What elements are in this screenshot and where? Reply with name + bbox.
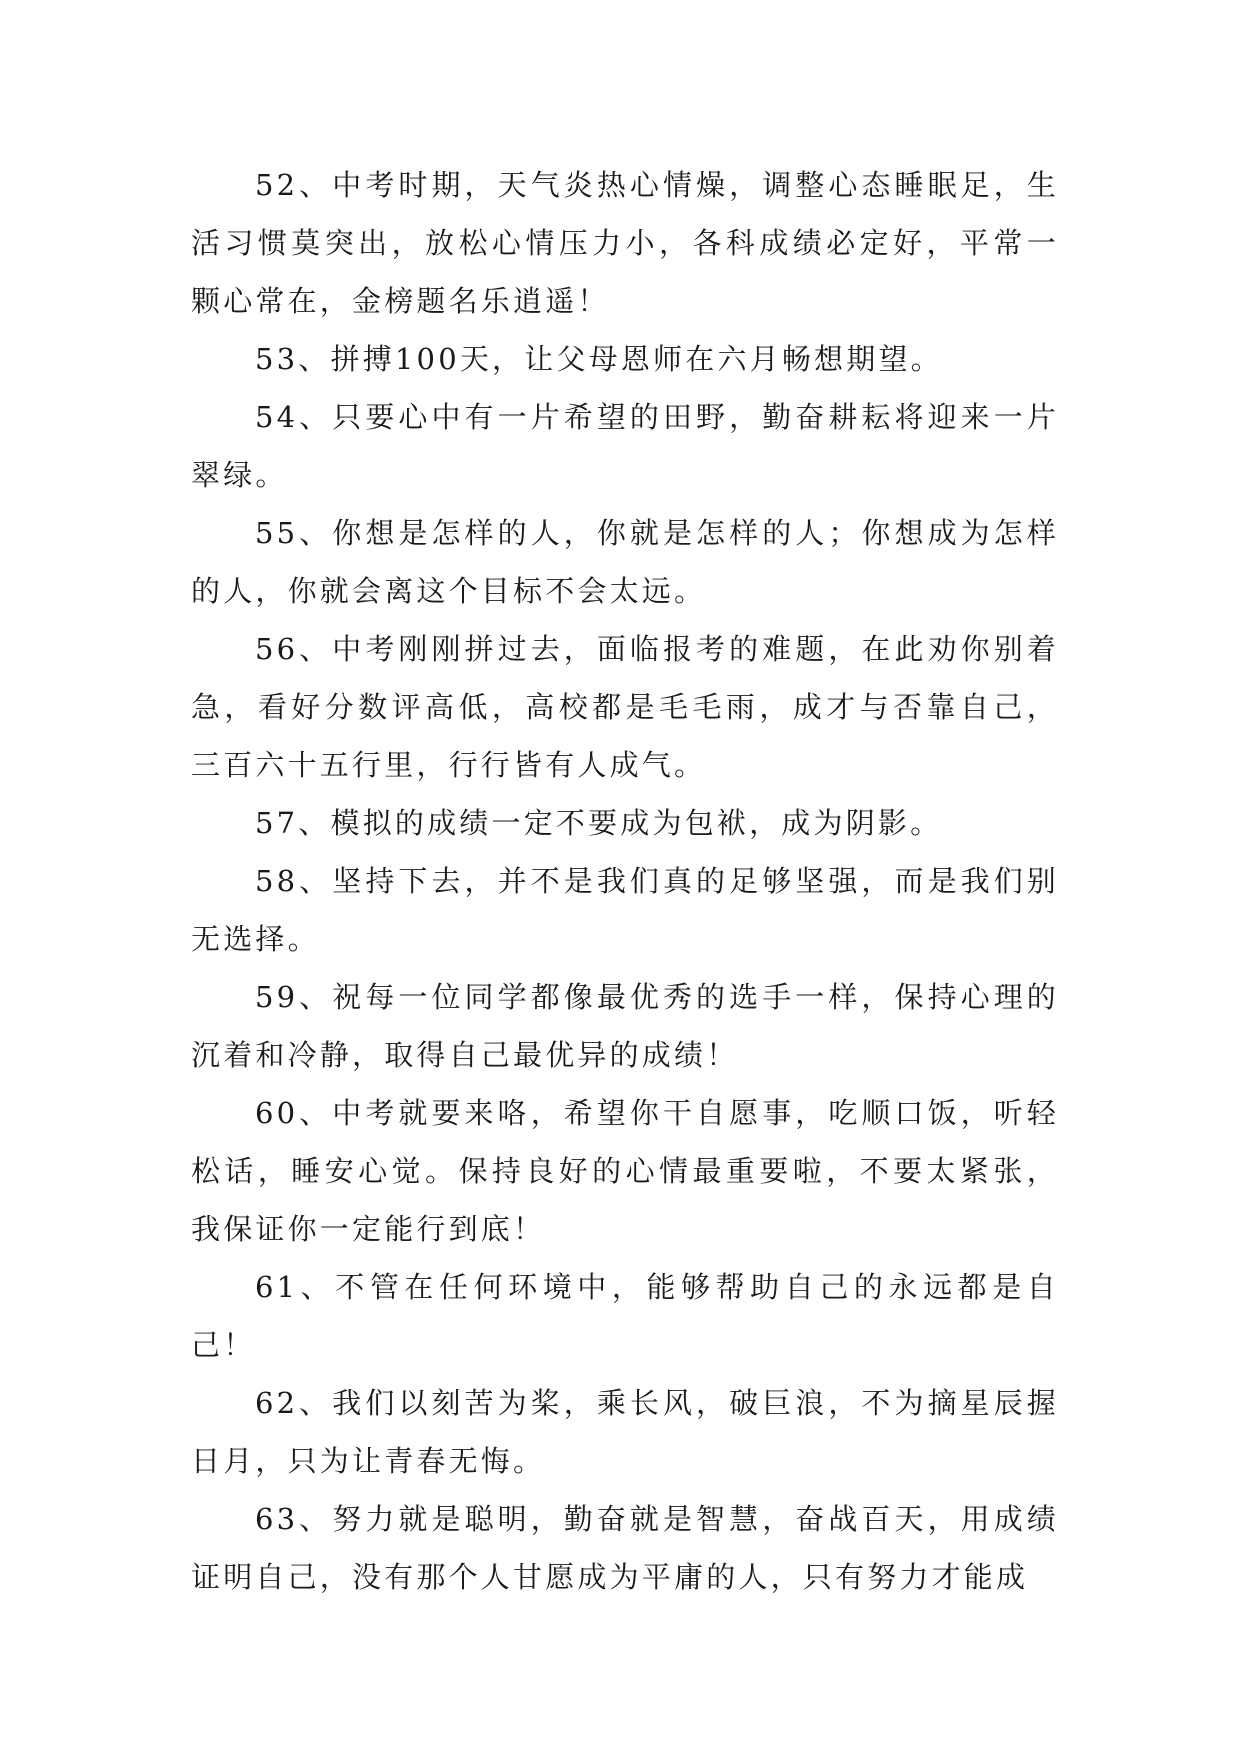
paragraph-55: 55、你想是怎样的人，你就是怎样的人；你想成为怎样的人，你就会离这个目标不会太远。 [191, 516, 1059, 608]
paragraph-62: 62、我们以刻苦为桨，乘长风，破巨浪，不为摘星辰握日月，只为让青春无悔。 [191, 1386, 1059, 1478]
paragraph-58: 58、坚持下去，并不是我们真的足够坚强，而是我们别无选择。 [191, 864, 1059, 956]
paragraph-52: 52、中考时期，天气炎热心情燥，调整心态睡眠足，生活习惯莫突出，放松心情压力小，各科成绩必定好，平常一颗心常在，金榜题名乐逍遥！ [191, 168, 1059, 318]
paragraph-59: 59、祝每一位同学都像最优秀的选手一样，保持心理的沉着和冷静，取得自己最优异的成绩！ [191, 980, 1059, 1072]
paragraph-56: 56、中考刚刚拼过去，面临报考的难题，在此劝你别着急，看好分数评高低，高校都是毛毛雨，成才与否靠自己，三百六十五行里，行行皆有人成气。 [191, 632, 1059, 782]
paragraph-53: 53、拼搏100天，让父母恩师在六月畅想期望。 [255, 342, 943, 376]
paragraph-63: 63、努力就是聪明，勤奋就是智慧，奋战百天，用成绩证明自己，没有那个人甘愿成为平庸的人，只有努力才能成 [191, 1502, 1059, 1594]
paragraph-60: 60、中考就要来咯，希望你干自愿事，吃顺口饭，听轻松话，睡安心觉。保持良好的心情最重要啦，不要太紧张，我保证你一定能行到底！ [191, 1096, 1059, 1246]
paragraph-54: 54、只要心中有一片希望的田野，勤奋耕耘将迎来一片翠绿。 [191, 400, 1059, 492]
document-body [191, 156, 1059, 1606]
paragraph-61: 61、不管在任何环境中，能够帮助自己的永远都是自己！ [191, 1270, 1059, 1362]
paragraph-57: 57、模拟的成绩一定不要成为包袱，成为阴影。 [255, 806, 943, 840]
